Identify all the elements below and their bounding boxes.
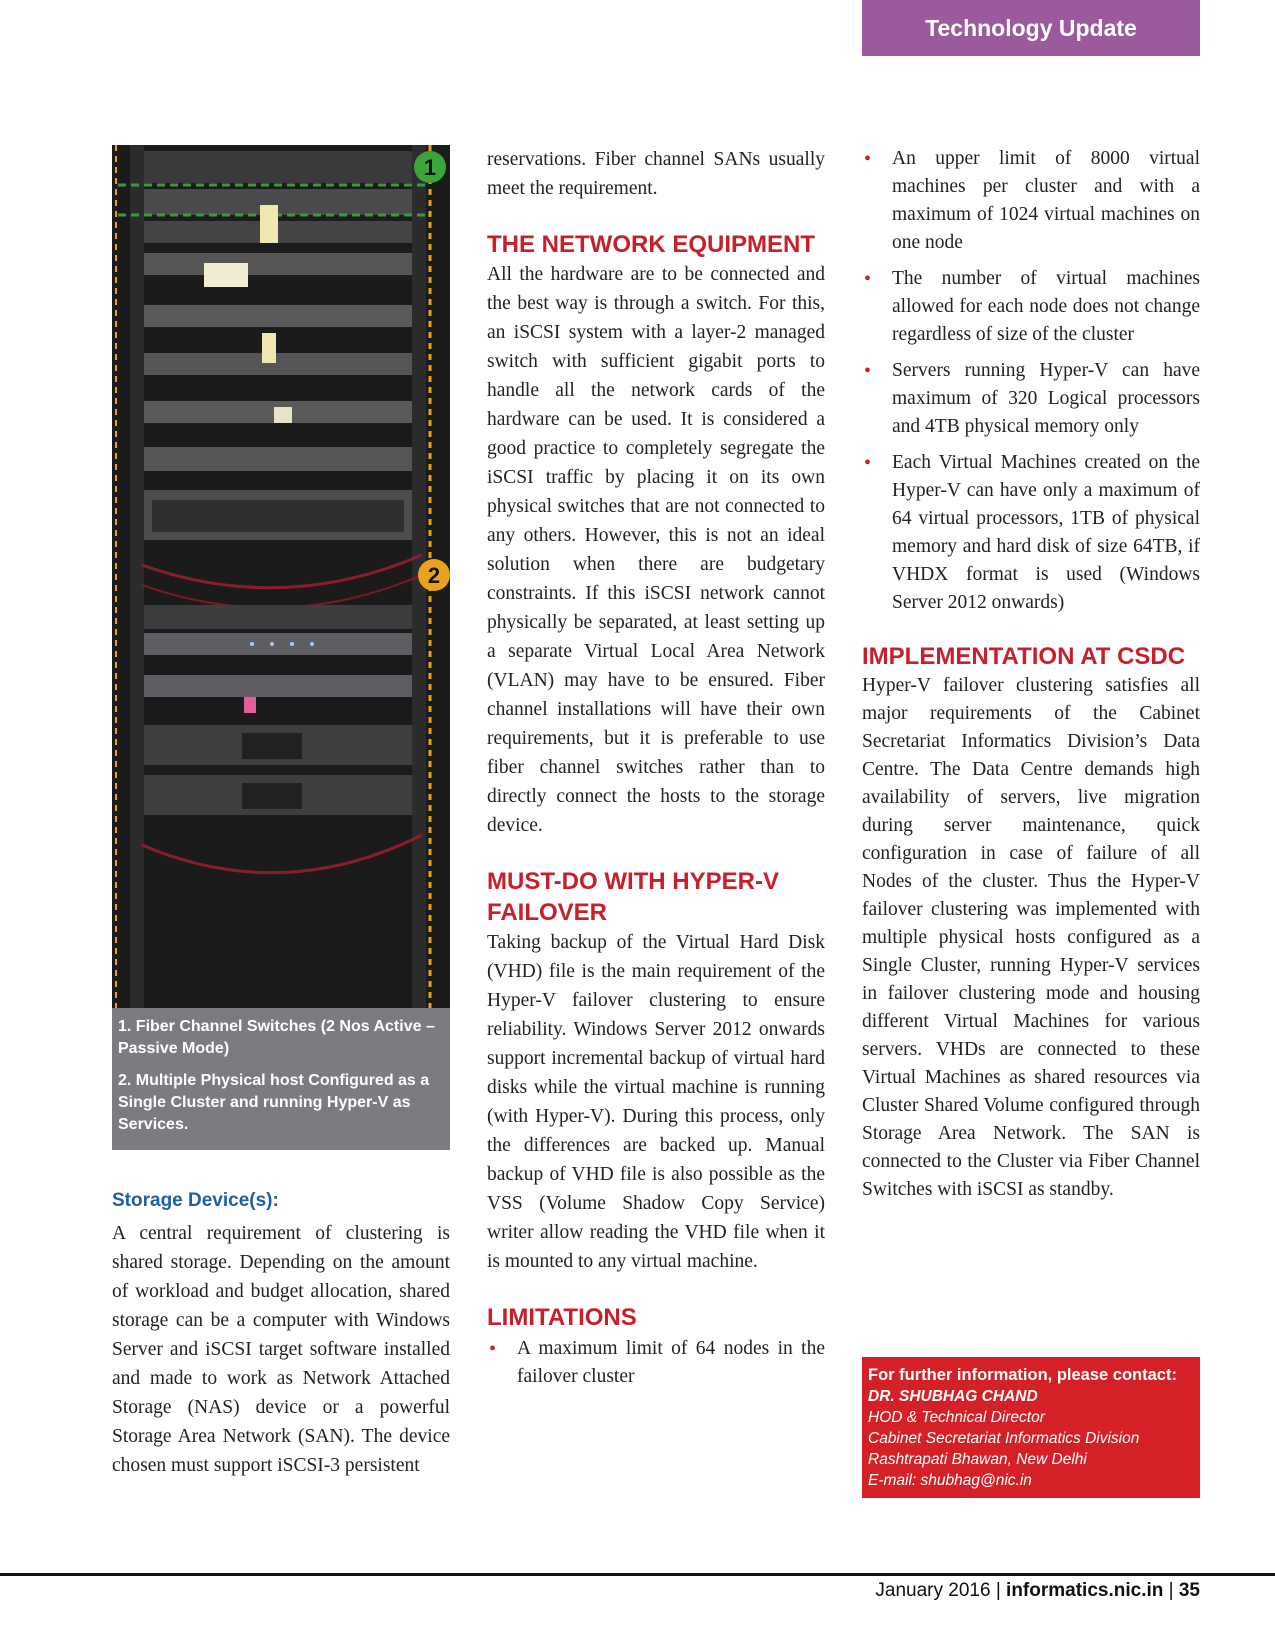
list-item: • The number of virtual machines allowed for each node does not change regardless of size of the cluster xyxy=(864,268,1200,345)
list-item: • Each Virtual Machines created on the Hyper-V can have only a maximum of 64 virtual processors, 1TB of physical memory and hard disk of size 64TB, if VHDX format is used (Windows Server 2012 onwards) xyxy=(864,452,1200,613)
implementation-text: Hyper-V failover clustering satisfies all major requirements of the Cabinet Secretariat Informatics Division’s Data Centre. The Data Centre demands high availability of servers, live migration during server maintenance, quick configuration in case of failure of all Nodes of the cluster. Thus the Hyper-V failover clustering was implemented with multiple physical hosts configured as a Single Cluster, running Hyper-V services in failover clustering mode and housing different Virtual Machines for various servers. VHDs are connected to these Virtual Machines as shared resources via Cluster Shared Volume configured through Storage Area Network. The SAN is connected to the Cluster via Fiber Channel Switches with iSCSI as standby. xyxy=(862,675,1200,1200)
contact-name: DR. SHUBHAG CHAND xyxy=(868,1388,1038,1405)
figure-caption xyxy=(112,1008,450,1150)
footer-divider xyxy=(0,1573,1275,1576)
marker-1: 1 xyxy=(423,155,437,180)
contact-role: HOD & Technical Director xyxy=(868,1409,1045,1426)
intro-text: reservations. Fiber channel SANs usually meet the requirement. xyxy=(487,149,825,199)
contact-org: Cabinet Secretariat Informatics Division xyxy=(868,1430,1140,1447)
storage-heading: Storage Device(s): xyxy=(112,1190,279,1211)
network-heading: THE NETWORK EQUIPMENT xyxy=(487,231,815,258)
server-rack-illustration xyxy=(112,145,450,1010)
site-link[interactable]: informatics.nic.in xyxy=(1006,1580,1164,1601)
limitations-list xyxy=(487,1335,825,1391)
limitations-heading: LIMITATIONS xyxy=(487,1304,637,1331)
page-footer: January 2016 | informatics.nic.in | 35 xyxy=(875,1580,1200,1601)
limits-list xyxy=(862,145,1200,617)
contact-address: Rashtrapati Bhawan, New Delhi xyxy=(868,1451,1087,1468)
server-rack-photo xyxy=(112,145,450,1010)
mustdo-text: Taking backup of the Virtual Hard Disk (VHD) file is the main requirement of the Hyper-V failover clustering to ensure reliability. Windows Server 2012 onwards support incremental backup of virtual hard disks while the virtual machine is running (with Hyper-V). During this process, only the differences are backed up. Manual backup of VHD file is also possible as the VSS (Volume Shadow Copy Service) writer allow reading the VHD file when it is mounted to any virtual machine. xyxy=(487,932,825,1272)
list-item: • Servers running Hyper-V can have maximum of 320 Logical processors and 4TB physical memory only xyxy=(864,360,1200,437)
column-3 xyxy=(862,145,1200,1204)
caption-item-2: 2. Multiple Physical host Configured as a Single Cluster and running Hyper-V as Services. xyxy=(118,1072,430,1133)
mustdo-heading: MUST-DO WITH HYPER-V FAILOVER xyxy=(487,868,779,926)
contact-title: For further information, please contact: xyxy=(868,1366,1177,1384)
storage-section xyxy=(112,1188,450,1480)
implementation-heading: IMPLEMENTATION AT CSDC xyxy=(862,643,1186,670)
list-item: • A maximum limit of 64 nodes in the failover cluster xyxy=(489,1338,825,1387)
list-item: • An upper limit of 8000 virtual machines per cluster and with a maximum of 1024 virtual machines on one node xyxy=(864,148,1200,253)
contact-box xyxy=(862,1357,1200,1498)
column-2 xyxy=(487,145,825,1399)
section-label: Technology Update xyxy=(862,0,1200,56)
storage-text: A central requirement of clustering is shared storage. Depending on the amount of workload and budget allocation, shared storage can be a computer with Windows Server and iSCSI target software installed and made to work as Network Attached Storage (NAS) device or a powerful Storage Area Network (SAN). The device chosen must support iSCSI-3 persistent xyxy=(112,1223,450,1476)
contact-email[interactable]: E-mail: shubhag@nic.in xyxy=(868,1472,1032,1489)
marker-2: 2 xyxy=(427,563,441,588)
page-number: 35 xyxy=(1178,1580,1200,1601)
caption-item-1: 1. Fiber Channel Switches (2 Nos Active – Passive Mode) xyxy=(118,1018,435,1057)
network-text: All the hardware are to be connected and the best way is through a switch. For this, an iSCSI system with a layer-2 managed switch with sufficient gigabit ports to handle all the network cards of the hardware can be used. It is considered a good practice to completely segregate the iSCSI traffic by placing it on its own physical switches that are not connected to any others. However, this is not an ideal solution when there are budgetary constraints. If this iSCSI network cannot physically be separated, at least setting up a separate Virtual Local Area Network (VLAN) may have to be ensured. Fiber channel installations will have their own requirements, but it is preferable to use fiber channel switches rather than to directly connect the hosts to the storage device. xyxy=(487,264,825,836)
issue-date: January 2016 xyxy=(875,1580,991,1601)
